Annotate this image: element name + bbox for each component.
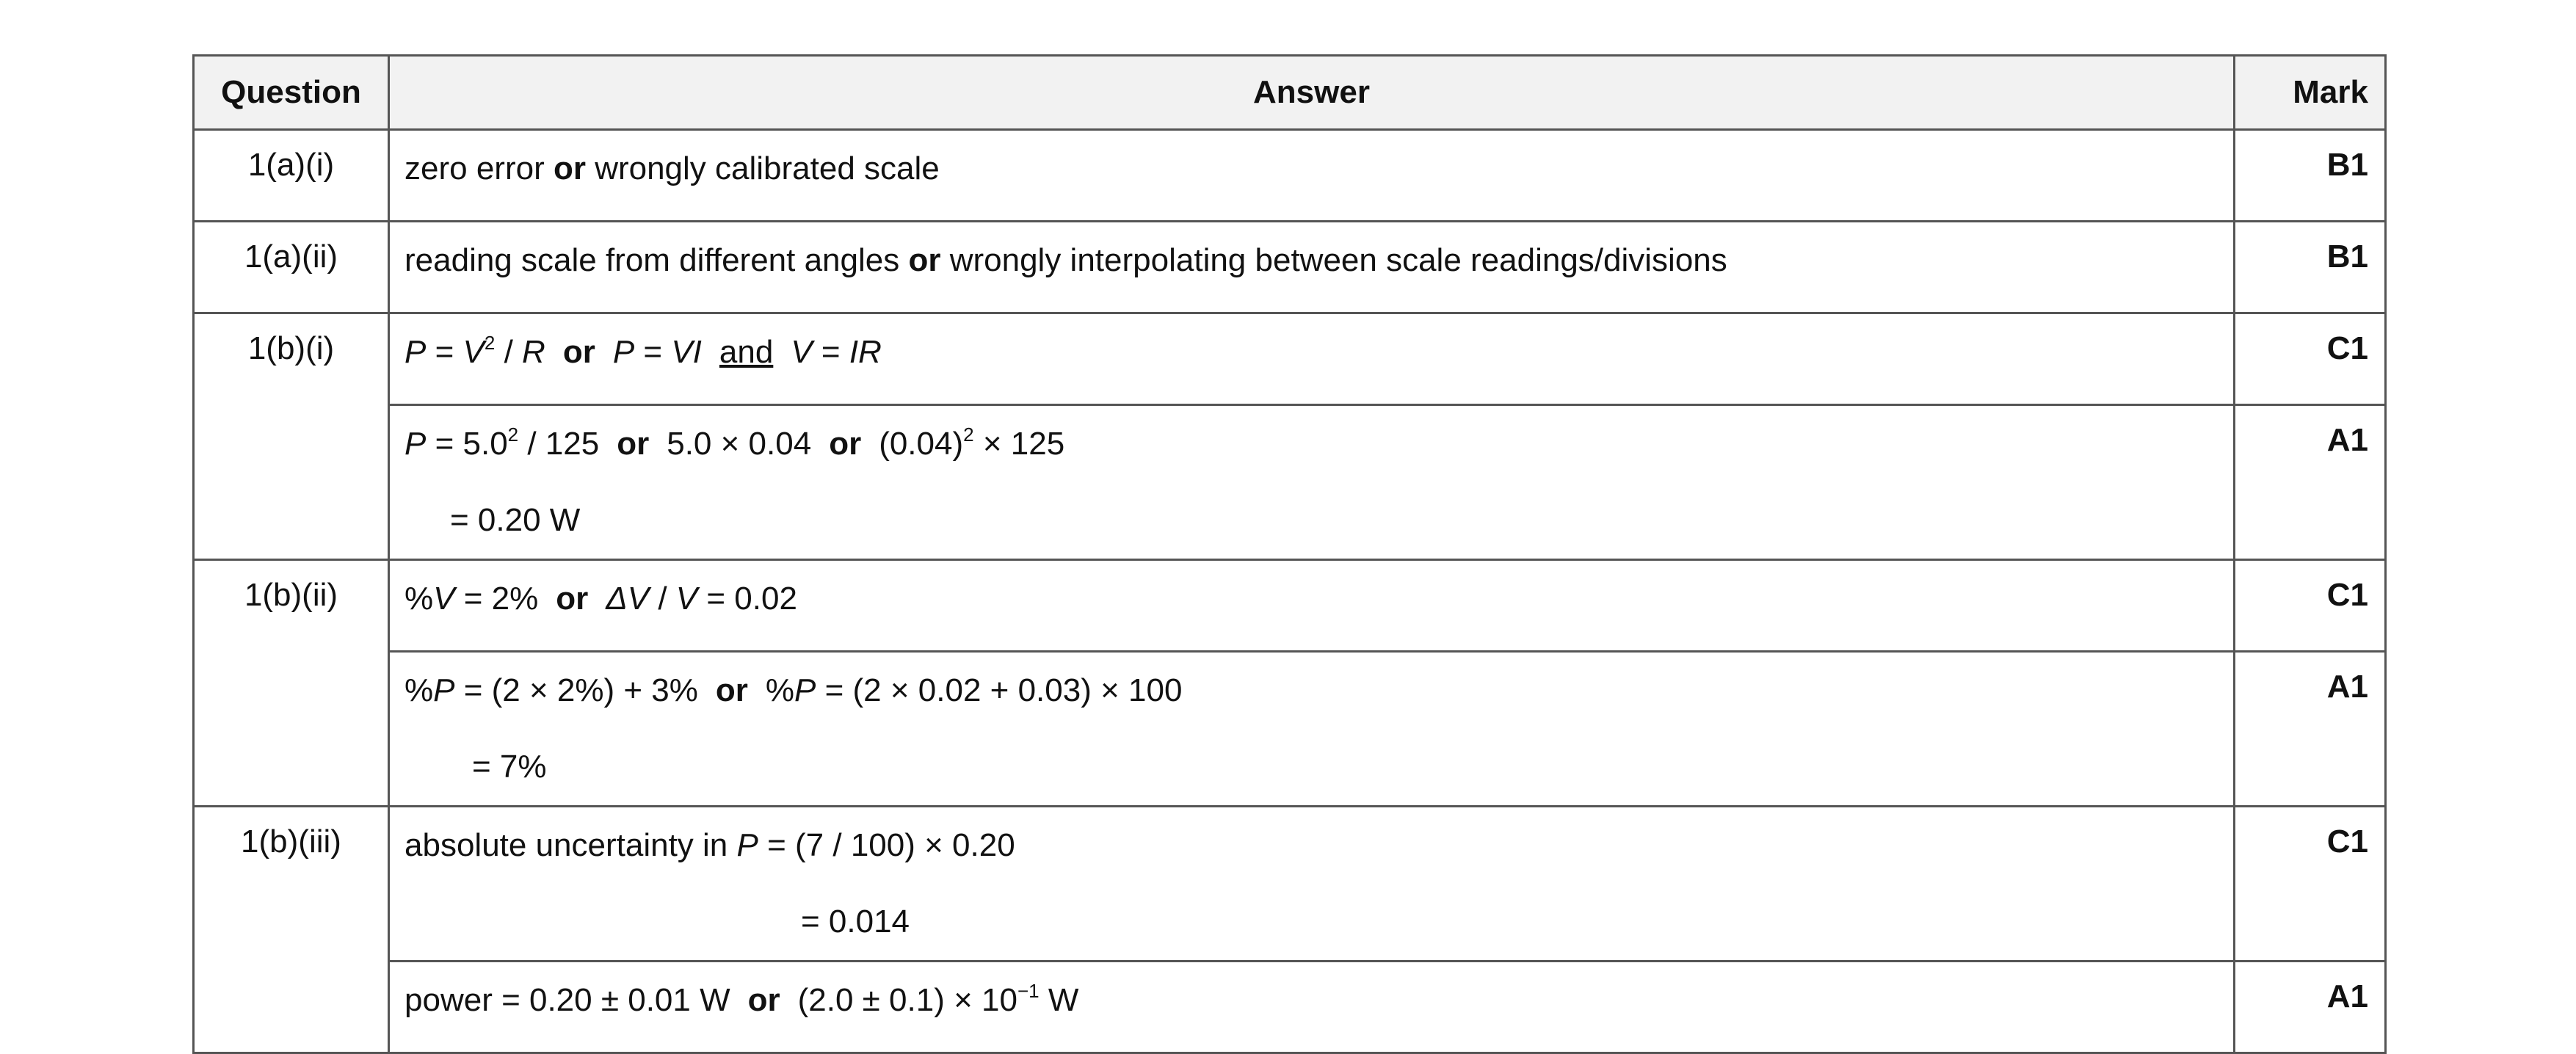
table-row <box>194 962 2386 1053</box>
mark-scheme-table <box>192 54 2387 1054</box>
answer-text: (0.04) <box>879 426 964 462</box>
keyword-or: or <box>617 426 650 462</box>
answer-text: = (2 × 0.02 + 0.03) × 100 <box>816 672 1183 708</box>
answer-text: × 125 <box>973 426 1065 462</box>
mark-scheme <box>192 54 2384 1054</box>
result-text: = 0.20 W <box>450 502 581 538</box>
var-p: P <box>404 334 427 370</box>
table-row <box>194 222 2386 313</box>
answer-text: wrongly calibrated scale <box>595 150 940 186</box>
table-row <box>194 652 2386 807</box>
var-v: V <box>462 334 485 370</box>
keyword-and: and <box>719 334 774 370</box>
var-v: V <box>433 581 455 617</box>
answer-text: zero error <box>404 150 545 186</box>
var-r: R <box>522 334 545 370</box>
answer-text: = 5.0 <box>426 426 508 462</box>
answer-text: = (2 × 2%) + 3% <box>454 672 698 708</box>
keyword-or: or <box>747 982 780 1018</box>
result-text: = 7% <box>472 749 547 785</box>
result-text: = 0.014 <box>801 904 910 939</box>
question-cell: 1(b)(iii) <box>194 807 389 1053</box>
mark-cell: B1 <box>2235 222 2386 313</box>
header-question: Question <box>194 56 389 130</box>
answer-text: reading scale from different angles <box>404 242 900 278</box>
answer-text: (2.0 ± 0.1) × 10 <box>797 982 1017 1018</box>
answer-text: power = 0.20 ± 0.01 W <box>404 982 730 1018</box>
header-answer: Answer <box>389 56 2235 130</box>
header-row <box>194 56 2386 130</box>
mark-cell: C1 <box>2235 560 2386 652</box>
var-v: V <box>791 334 813 370</box>
answer-cell <box>389 807 2235 962</box>
var-p: P <box>612 334 635 370</box>
percent: % <box>404 581 434 617</box>
divide: / <box>495 334 523 370</box>
answer-cell <box>389 652 2235 807</box>
percent: % <box>404 672 434 708</box>
keyword-or: or <box>908 242 941 278</box>
table-row <box>194 807 2386 962</box>
superscript: 2 <box>963 424 974 446</box>
answer-text: = 2% <box>454 581 539 617</box>
var-p: P <box>433 672 455 708</box>
table-row <box>194 313 2386 405</box>
mark-cell: A1 <box>2235 652 2386 807</box>
question-cell: 1(a)(i) <box>194 130 389 222</box>
mark-cell: B1 <box>2235 130 2386 222</box>
table-row <box>194 560 2386 652</box>
equals: = <box>634 334 672 370</box>
superscript: −1 <box>1017 980 1040 1002</box>
answer-cell <box>389 962 2235 1053</box>
divide: / <box>649 581 676 617</box>
answer-text: wrongly interpolating between scale readings/divisions <box>949 242 1727 278</box>
percent: % <box>765 672 795 708</box>
var-p: P <box>794 672 816 708</box>
answer-text: / 125 <box>518 426 600 462</box>
table-row <box>194 130 2386 222</box>
var-p: P <box>736 827 758 863</box>
question-cell: 1(b)(ii) <box>194 560 389 807</box>
answer-text: = (7 / 100) × 0.20 <box>758 827 1015 863</box>
answer-cell <box>389 222 2235 313</box>
answer-text: 5.0 × 0.04 <box>667 426 812 462</box>
question-cell: 1(b)(i) <box>194 313 389 560</box>
keyword-or: or <box>562 334 595 370</box>
equals: = <box>812 334 849 370</box>
mark-cell: C1 <box>2235 807 2386 962</box>
var-delta-v: ΔV <box>606 581 650 617</box>
question-cell: 1(a)(ii) <box>194 222 389 313</box>
var-p: P <box>404 426 427 462</box>
answer-text: absolute uncertainty in <box>404 827 737 863</box>
mark-cell: C1 <box>2235 313 2386 405</box>
answer-text: = 0.02 <box>697 581 797 617</box>
keyword-or: or <box>553 150 586 186</box>
var-vi: VI <box>671 334 702 370</box>
answer-cell <box>389 130 2235 222</box>
keyword-or: or <box>556 581 589 617</box>
answer-cell <box>389 313 2235 405</box>
table-row <box>194 405 2386 560</box>
answer-cell <box>389 405 2235 560</box>
answer-text: W <box>1039 982 1079 1018</box>
equals: = <box>426 334 463 370</box>
var-ir: IR <box>849 334 882 370</box>
keyword-or: or <box>829 426 862 462</box>
var-v: V <box>675 581 698 617</box>
keyword-or: or <box>715 672 748 708</box>
superscript: 2 <box>484 332 496 354</box>
mark-cell: A1 <box>2235 962 2386 1053</box>
answer-cell <box>389 560 2235 652</box>
superscript: 2 <box>507 424 519 446</box>
mark-cell: A1 <box>2235 405 2386 560</box>
header-mark: Mark <box>2235 56 2386 130</box>
